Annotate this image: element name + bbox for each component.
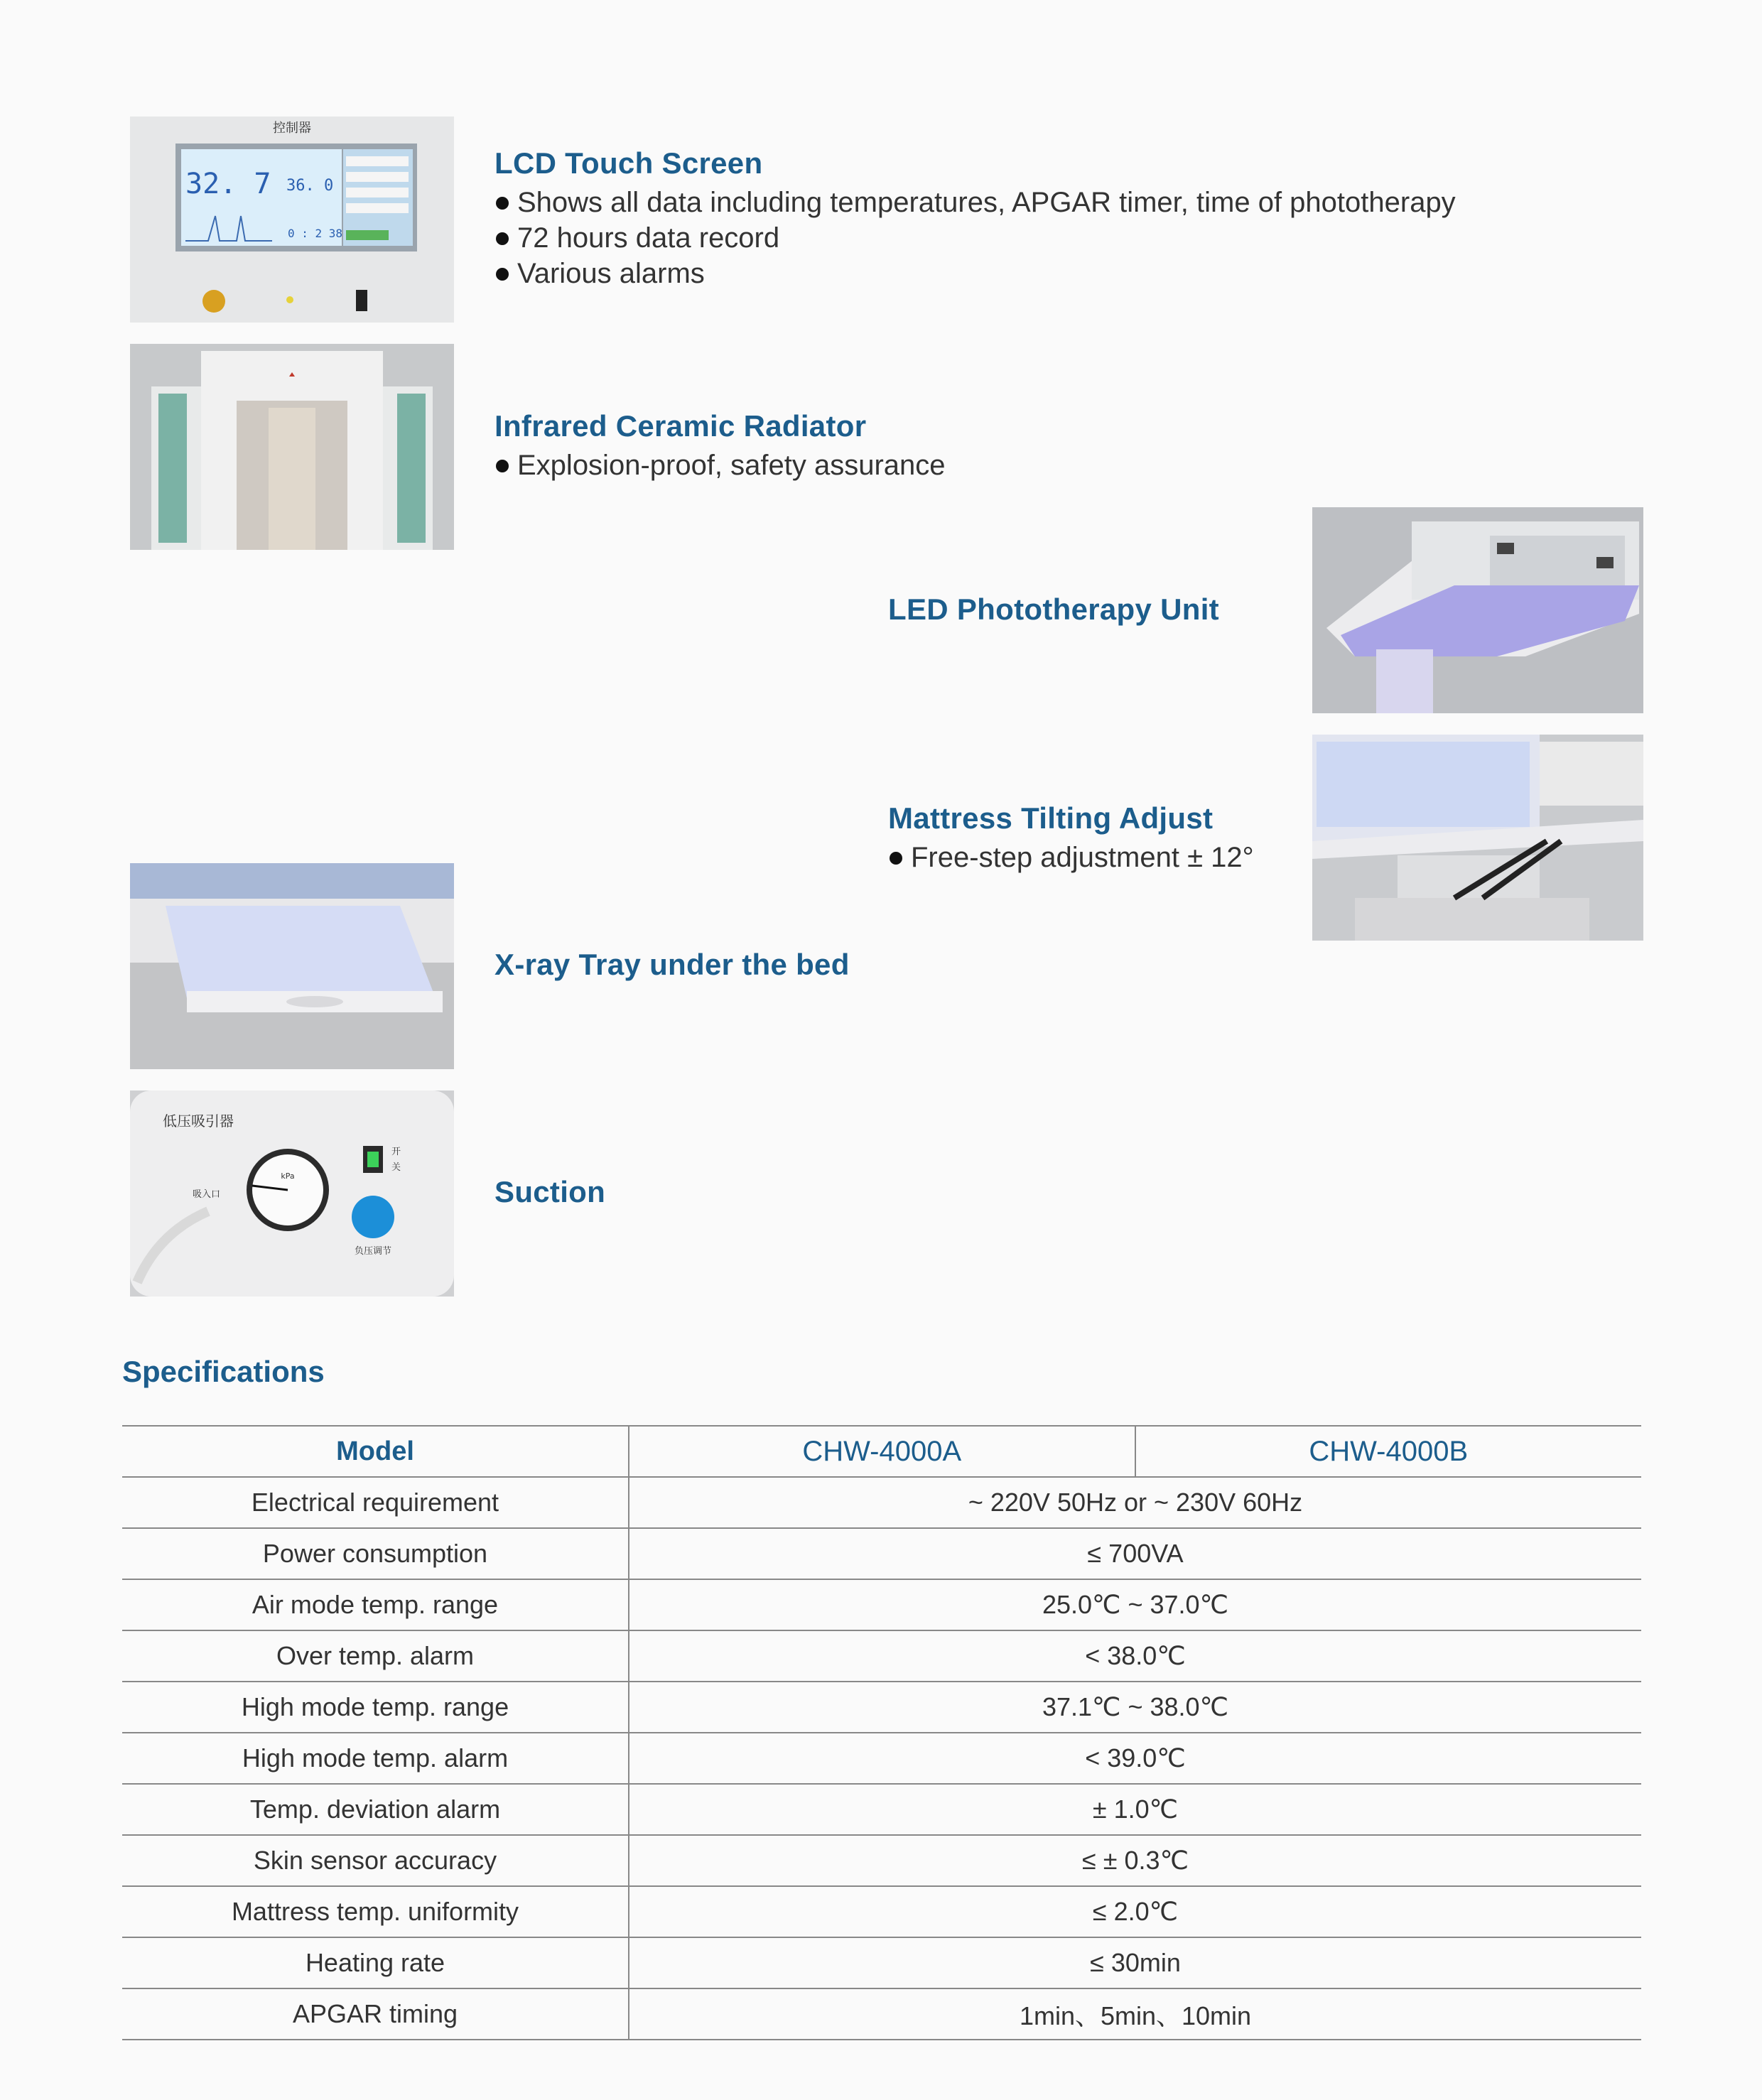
- feature-radiator-title: Infrared Ceramic Radiator: [494, 409, 867, 443]
- table-row: [122, 1682, 1641, 1733]
- feature-lcd: [494, 146, 1489, 291]
- lcd-screen-photo: [130, 117, 454, 323]
- feature-lcd-title: LCD Touch Screen: [494, 146, 763, 180]
- row-label: Power consumption: [122, 1528, 629, 1579]
- row-value: ≤ 2.0℃: [629, 1886, 1641, 1937]
- row-label: High mode temp. alarm: [122, 1733, 629, 1784]
- row-value: ≤ ± 0.3℃: [629, 1835, 1641, 1886]
- table-row: [122, 1835, 1641, 1886]
- row-label: Over temp. alarm: [122, 1630, 629, 1682]
- bullet-item: Shows all data including temperatures, APGAR timer, time of phototherapy: [494, 185, 1489, 220]
- row-value: 37.1℃ ~ 38.0℃: [629, 1682, 1641, 1733]
- row-value: ~ 220V 50Hz or ~ 230V 60Hz: [629, 1477, 1641, 1528]
- xray-tray-photo: [130, 863, 454, 1069]
- row-label: Air mode temp. range: [122, 1579, 629, 1630]
- radiator-illustration: [130, 344, 454, 550]
- lcd-screen-illustration: [130, 117, 454, 323]
- row-label: High mode temp. range: [122, 1682, 629, 1733]
- bullet-item: Explosion-proof, safety assurance: [494, 448, 1205, 483]
- radiator-photo: [130, 344, 454, 550]
- feature-radiator: [494, 409, 1205, 483]
- feature-led-title: LED Phototherapy Unit: [888, 592, 1219, 626]
- bullet-item: 72 hours data record: [494, 220, 1489, 256]
- row-value: ± 1.0℃: [629, 1784, 1641, 1835]
- feature-radiator-bullets: [494, 448, 1205, 483]
- mattress-tilt-photo: [1312, 735, 1643, 941]
- mattress-illustration: [1312, 735, 1643, 941]
- feature-suction-title: Suction: [494, 1175, 606, 1208]
- led-unit-illustration: [1312, 507, 1643, 713]
- knob-label: 负压调节: [354, 1246, 392, 1257]
- controller-label: 控制器: [273, 121, 311, 136]
- feature-xray: [494, 948, 1063, 986]
- table-header-row: [122, 1426, 1641, 1477]
- row-value: 1min、5min、10min: [629, 1988, 1641, 2040]
- temp-readout: 32. 7: [185, 168, 271, 200]
- xray-tray-illustration: [130, 863, 454, 1069]
- header-model-a: CHW-4000A: [629, 1426, 1135, 1477]
- header-model-b: CHW-4000B: [1135, 1426, 1642, 1477]
- led-phototherapy-photo: [1312, 507, 1643, 713]
- feature-xray-title: X-ray Tray under the bed: [494, 948, 850, 981]
- feature-lcd-bullets: [494, 185, 1489, 291]
- switch-off-label: 关: [391, 1162, 401, 1173]
- table-row: [122, 1733, 1641, 1784]
- table-row: [122, 1528, 1641, 1579]
- row-label: Mattress temp. uniformity: [122, 1886, 629, 1937]
- bullet-item: Free-step adjustment ± 12°: [888, 840, 1300, 875]
- feature-mattress: [888, 801, 1300, 875]
- feature-led: [888, 592, 1300, 631]
- specifications-title: Specifications: [122, 1355, 325, 1388]
- row-label: Temp. deviation alarm: [122, 1784, 629, 1835]
- table-row: [122, 1937, 1641, 1988]
- table-row: [122, 1477, 1641, 1528]
- table-row: [122, 1579, 1641, 1630]
- specifications-table: [122, 1425, 1641, 2040]
- table-row: [122, 1630, 1641, 1682]
- table-row: [122, 1886, 1641, 1937]
- suction-photo: [130, 1090, 454, 1297]
- bullet-item: Various alarms: [494, 256, 1489, 291]
- row-value: ≤ 700VA: [629, 1528, 1641, 1579]
- row-label: APGAR timing: [122, 1988, 629, 2040]
- table-row: [122, 1784, 1641, 1835]
- row-value: < 39.0℃: [629, 1733, 1641, 1784]
- feature-suction: [494, 1175, 1063, 1213]
- feature-mattress-title: Mattress Tilting Adjust: [888, 801, 1214, 835]
- set-temp-readout: 36. 0: [286, 177, 334, 195]
- timer-readout: 0 : 2 38: [288, 227, 343, 240]
- row-label: Heating rate: [122, 1937, 629, 1988]
- header-model: Model: [122, 1426, 629, 1477]
- row-value: 25.0℃ ~ 37.0℃: [629, 1579, 1641, 1630]
- feature-mattress-bullets: [888, 840, 1300, 875]
- row-value: < 38.0℃: [629, 1630, 1641, 1682]
- row-label: Skin sensor accuracy: [122, 1835, 629, 1886]
- gauge-unit: kPa: [281, 1171, 295, 1181]
- table-row: [122, 1988, 1641, 2040]
- switch-on-label: 开: [391, 1147, 401, 1157]
- suction-inlet-label: 吸入口: [193, 1189, 221, 1200]
- row-value: ≤ 30min: [629, 1937, 1641, 1988]
- suction-panel-label: 低压吸引器: [163, 1113, 234, 1130]
- row-label: Electrical requirement: [122, 1477, 629, 1528]
- suction-illustration: [130, 1090, 454, 1297]
